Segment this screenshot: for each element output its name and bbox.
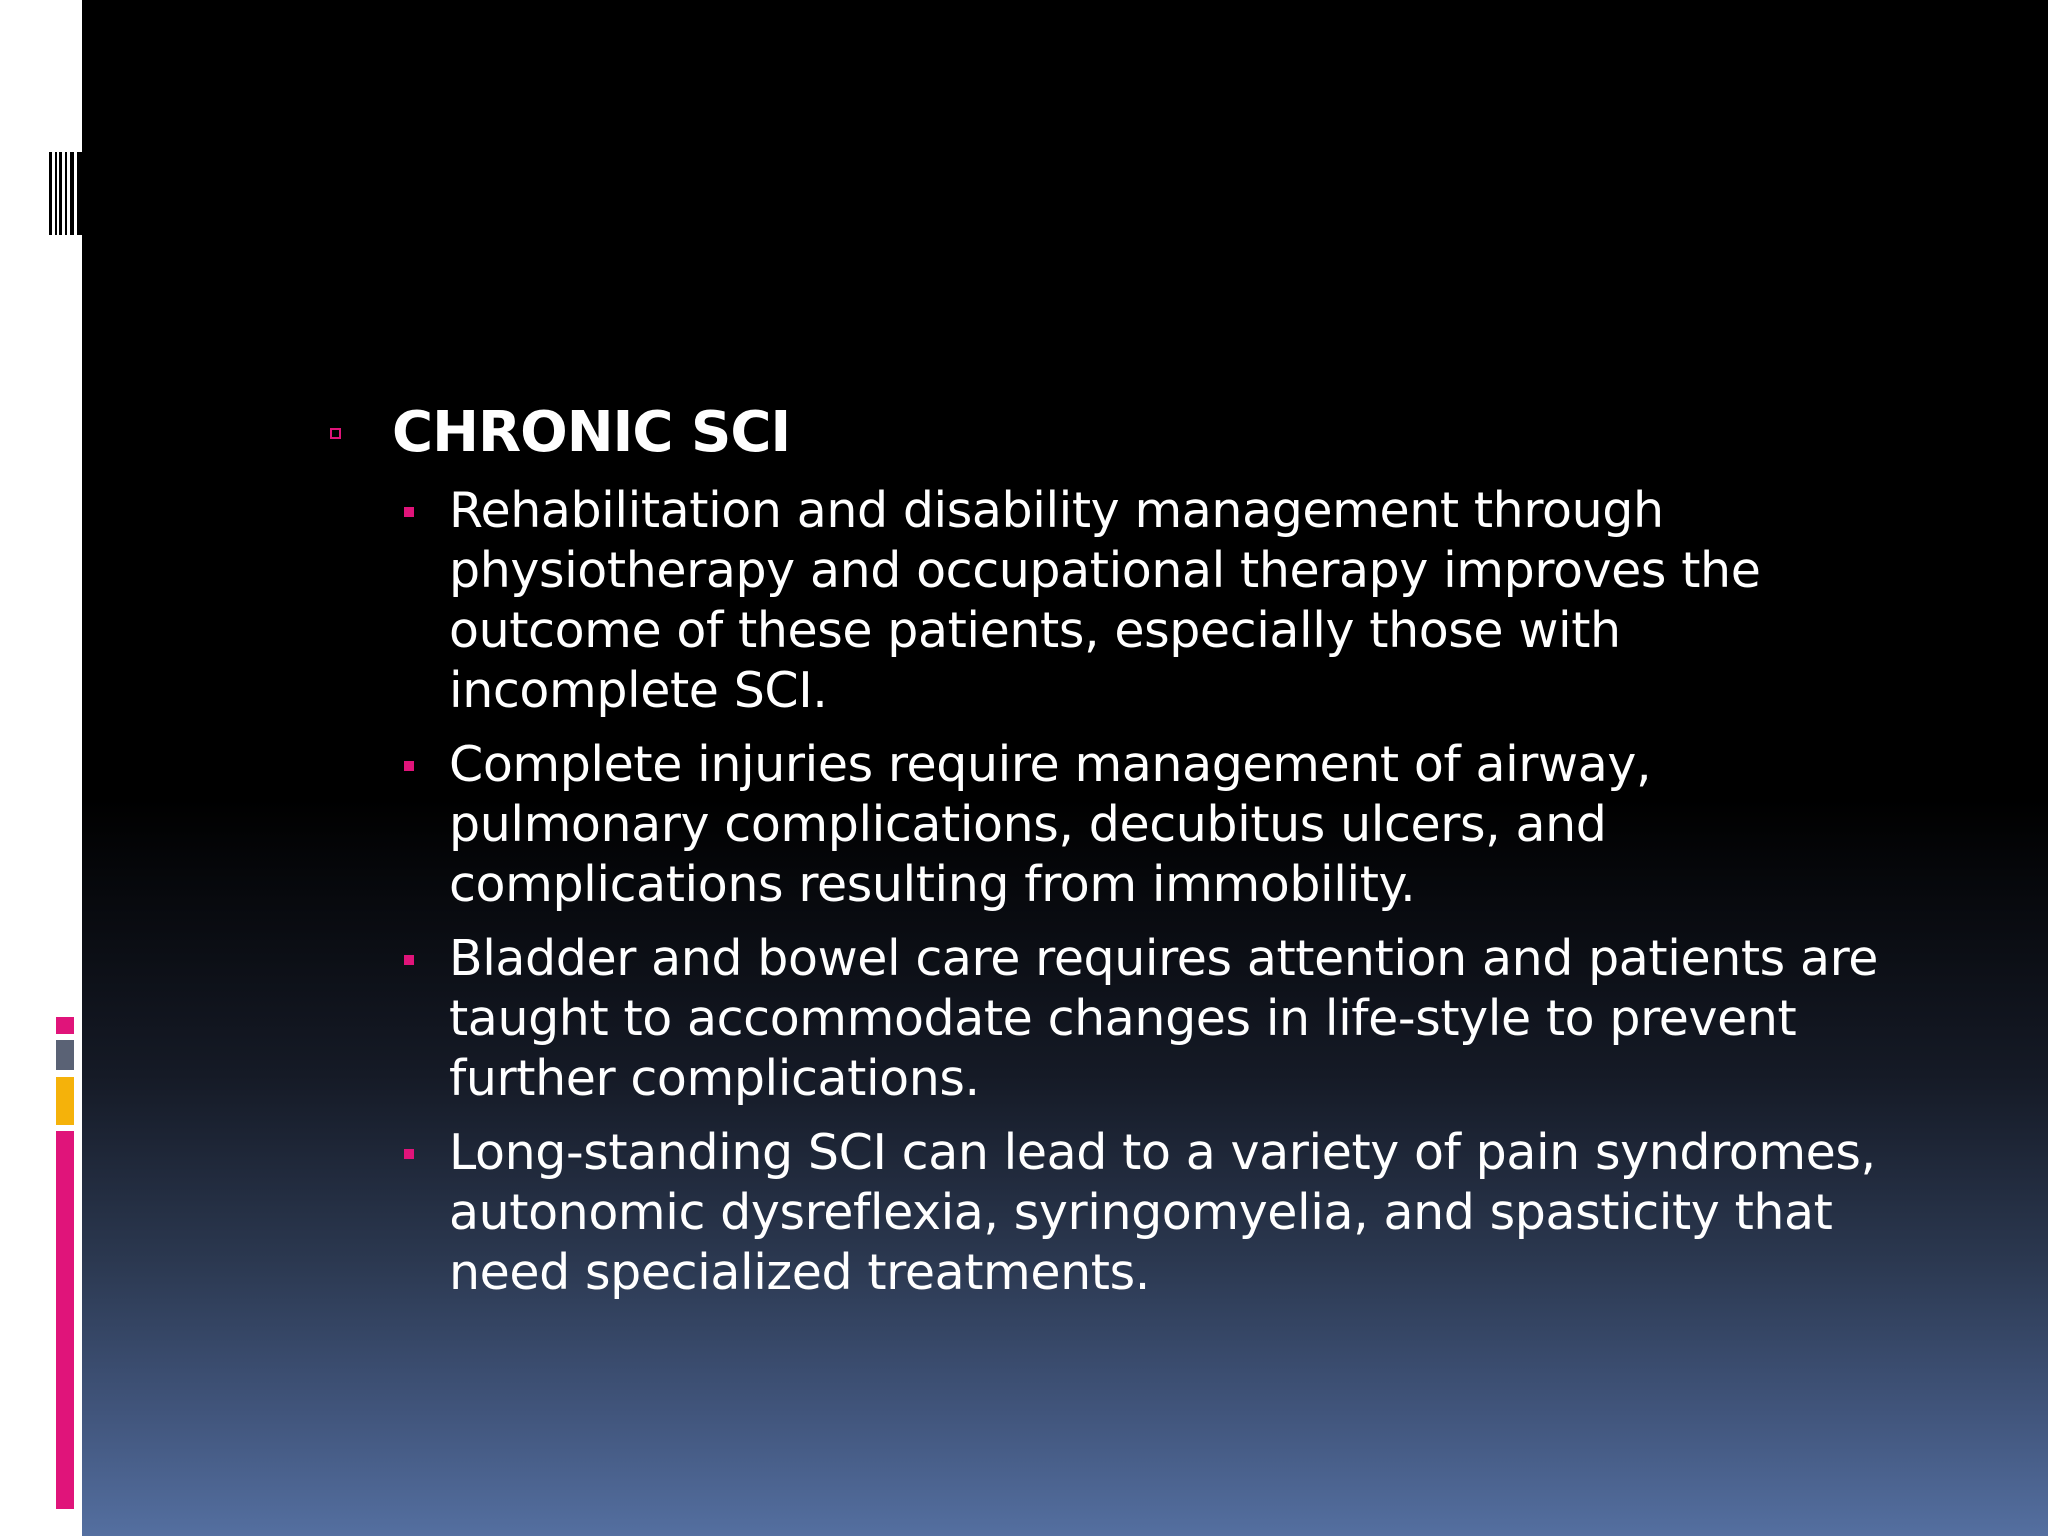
list-item-text: Long-standing SCI can lead to a variety of pain syndromes, autonomic dysreflexia, syringomyelia, and spasticity that need specialized treatments. [449,1124,1876,1301]
hollow-square-bullet-icon [330,428,341,439]
accent-bar-grey [56,1040,74,1070]
slide-heading: CHRONIC SCI [392,400,791,465]
slide-content [330,395,1890,1317]
accent-bar-pink-long [56,1131,74,1509]
list-item [330,929,1890,1109]
filled-square-bullet-icon [404,955,414,965]
list-item-text: Bladder and bowel care requires attention and patients are taught to accommodate changes in life-style to prevent further complications. [449,930,1879,1107]
accent-bar-pink-small [56,1017,74,1034]
filled-square-bullet-icon [404,507,414,517]
filled-square-bullet-icon [404,1149,414,1159]
left-margin-strip [0,0,82,1536]
list-item-text: Rehabilitation and disability management through physiotherapy and occupational therapy improves the outcome of these patients, especially those with incomplete SCI. [449,482,1761,719]
list-item-text: Complete injuries require management of airway, pulmonary complications, decubitus ulcers, and complications resulting from immobility. [449,736,1652,913]
list-item [330,735,1890,915]
decorative-stripes [49,152,82,235]
bullet-list [330,481,1890,1303]
heading-row [330,395,1890,481]
accent-bar-yellow [56,1077,74,1125]
list-item [330,481,1890,721]
list-item [330,1123,1890,1303]
filled-square-bullet-icon [404,761,414,771]
